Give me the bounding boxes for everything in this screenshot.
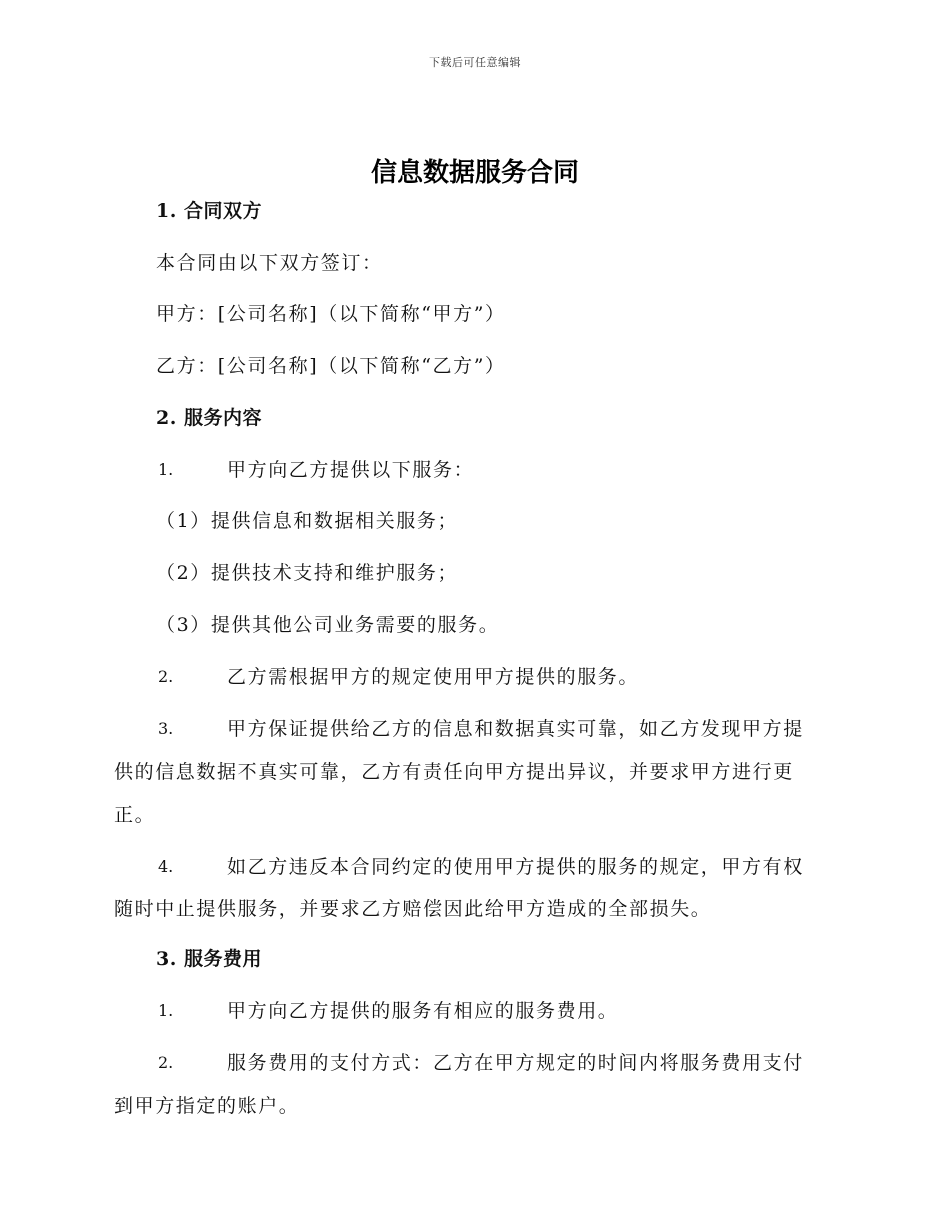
s2-subitem-2: （2）提供技术支持和维护服务； [156,562,459,584]
s3-item-1-number: 1. [158,1001,174,1020]
s3-item-1-text: 甲方向乙方提供的服务有相应的服务费用。 [227,1000,619,1022]
document-title: 信息数据服务合同 [370,158,579,188]
s2-item-1-number: 1. [158,460,174,479]
party-a-line: 甲方：[公司名称]（以下简称“甲方”） [156,303,506,325]
s2-subitem-1: （1）提供信息和数据相关服务； [156,510,459,532]
s2-item-2-number: 2. [158,667,174,686]
s2-item-3-line-2: 供的信息数据不真实可靠，乙方有责任向甲方提出异议，并要求甲方进行更 [114,761,794,783]
s2-item-3-line-1: 甲方保证提供给乙方的信息和数据真实可靠，如乙方发现甲方提 [227,718,804,740]
section-1-heading: 1. 合同双方 [156,200,262,222]
s2-item-4-number: 4. [158,857,174,876]
s3-item-2-line-2: 到甲方指定的账户。 [114,1095,300,1117]
section-1-intro: 本合同由以下双方签订： [156,252,383,274]
s2-item-3-line-3: 正。 [114,804,156,826]
section-3-heading: 3. 服务费用 [156,948,262,970]
section-2-heading: 2. 服务内容 [156,407,262,429]
s3-item-2-number: 2. [158,1053,174,1072]
s2-item-4-line-1: 如乙方违反本合同约定的使用甲方提供的服务的规定，甲方有权 [227,856,804,878]
party-b-line: 乙方：[公司名称]（以下简称“乙方”） [156,355,506,377]
s3-item-2-line-1: 服务费用的支付方式：乙方在甲方规定的时间内将服务费用支付 [227,1052,804,1074]
s2-item-1-text: 甲方向乙方提供以下服务： [227,459,475,481]
s2-item-2-text: 乙方需根据甲方的规定使用甲方提供的服务。 [227,666,640,688]
s2-item-4-line-2: 随时中止提供服务，并要求乙方赔偿因此给甲方造成的全部损失。 [114,898,712,920]
s2-subitem-3: （3）提供其他公司业务需要的服务。 [156,614,500,636]
s2-item-3-number: 3. [158,719,174,738]
page-header-note: 下载后可任意编辑 [429,56,521,69]
